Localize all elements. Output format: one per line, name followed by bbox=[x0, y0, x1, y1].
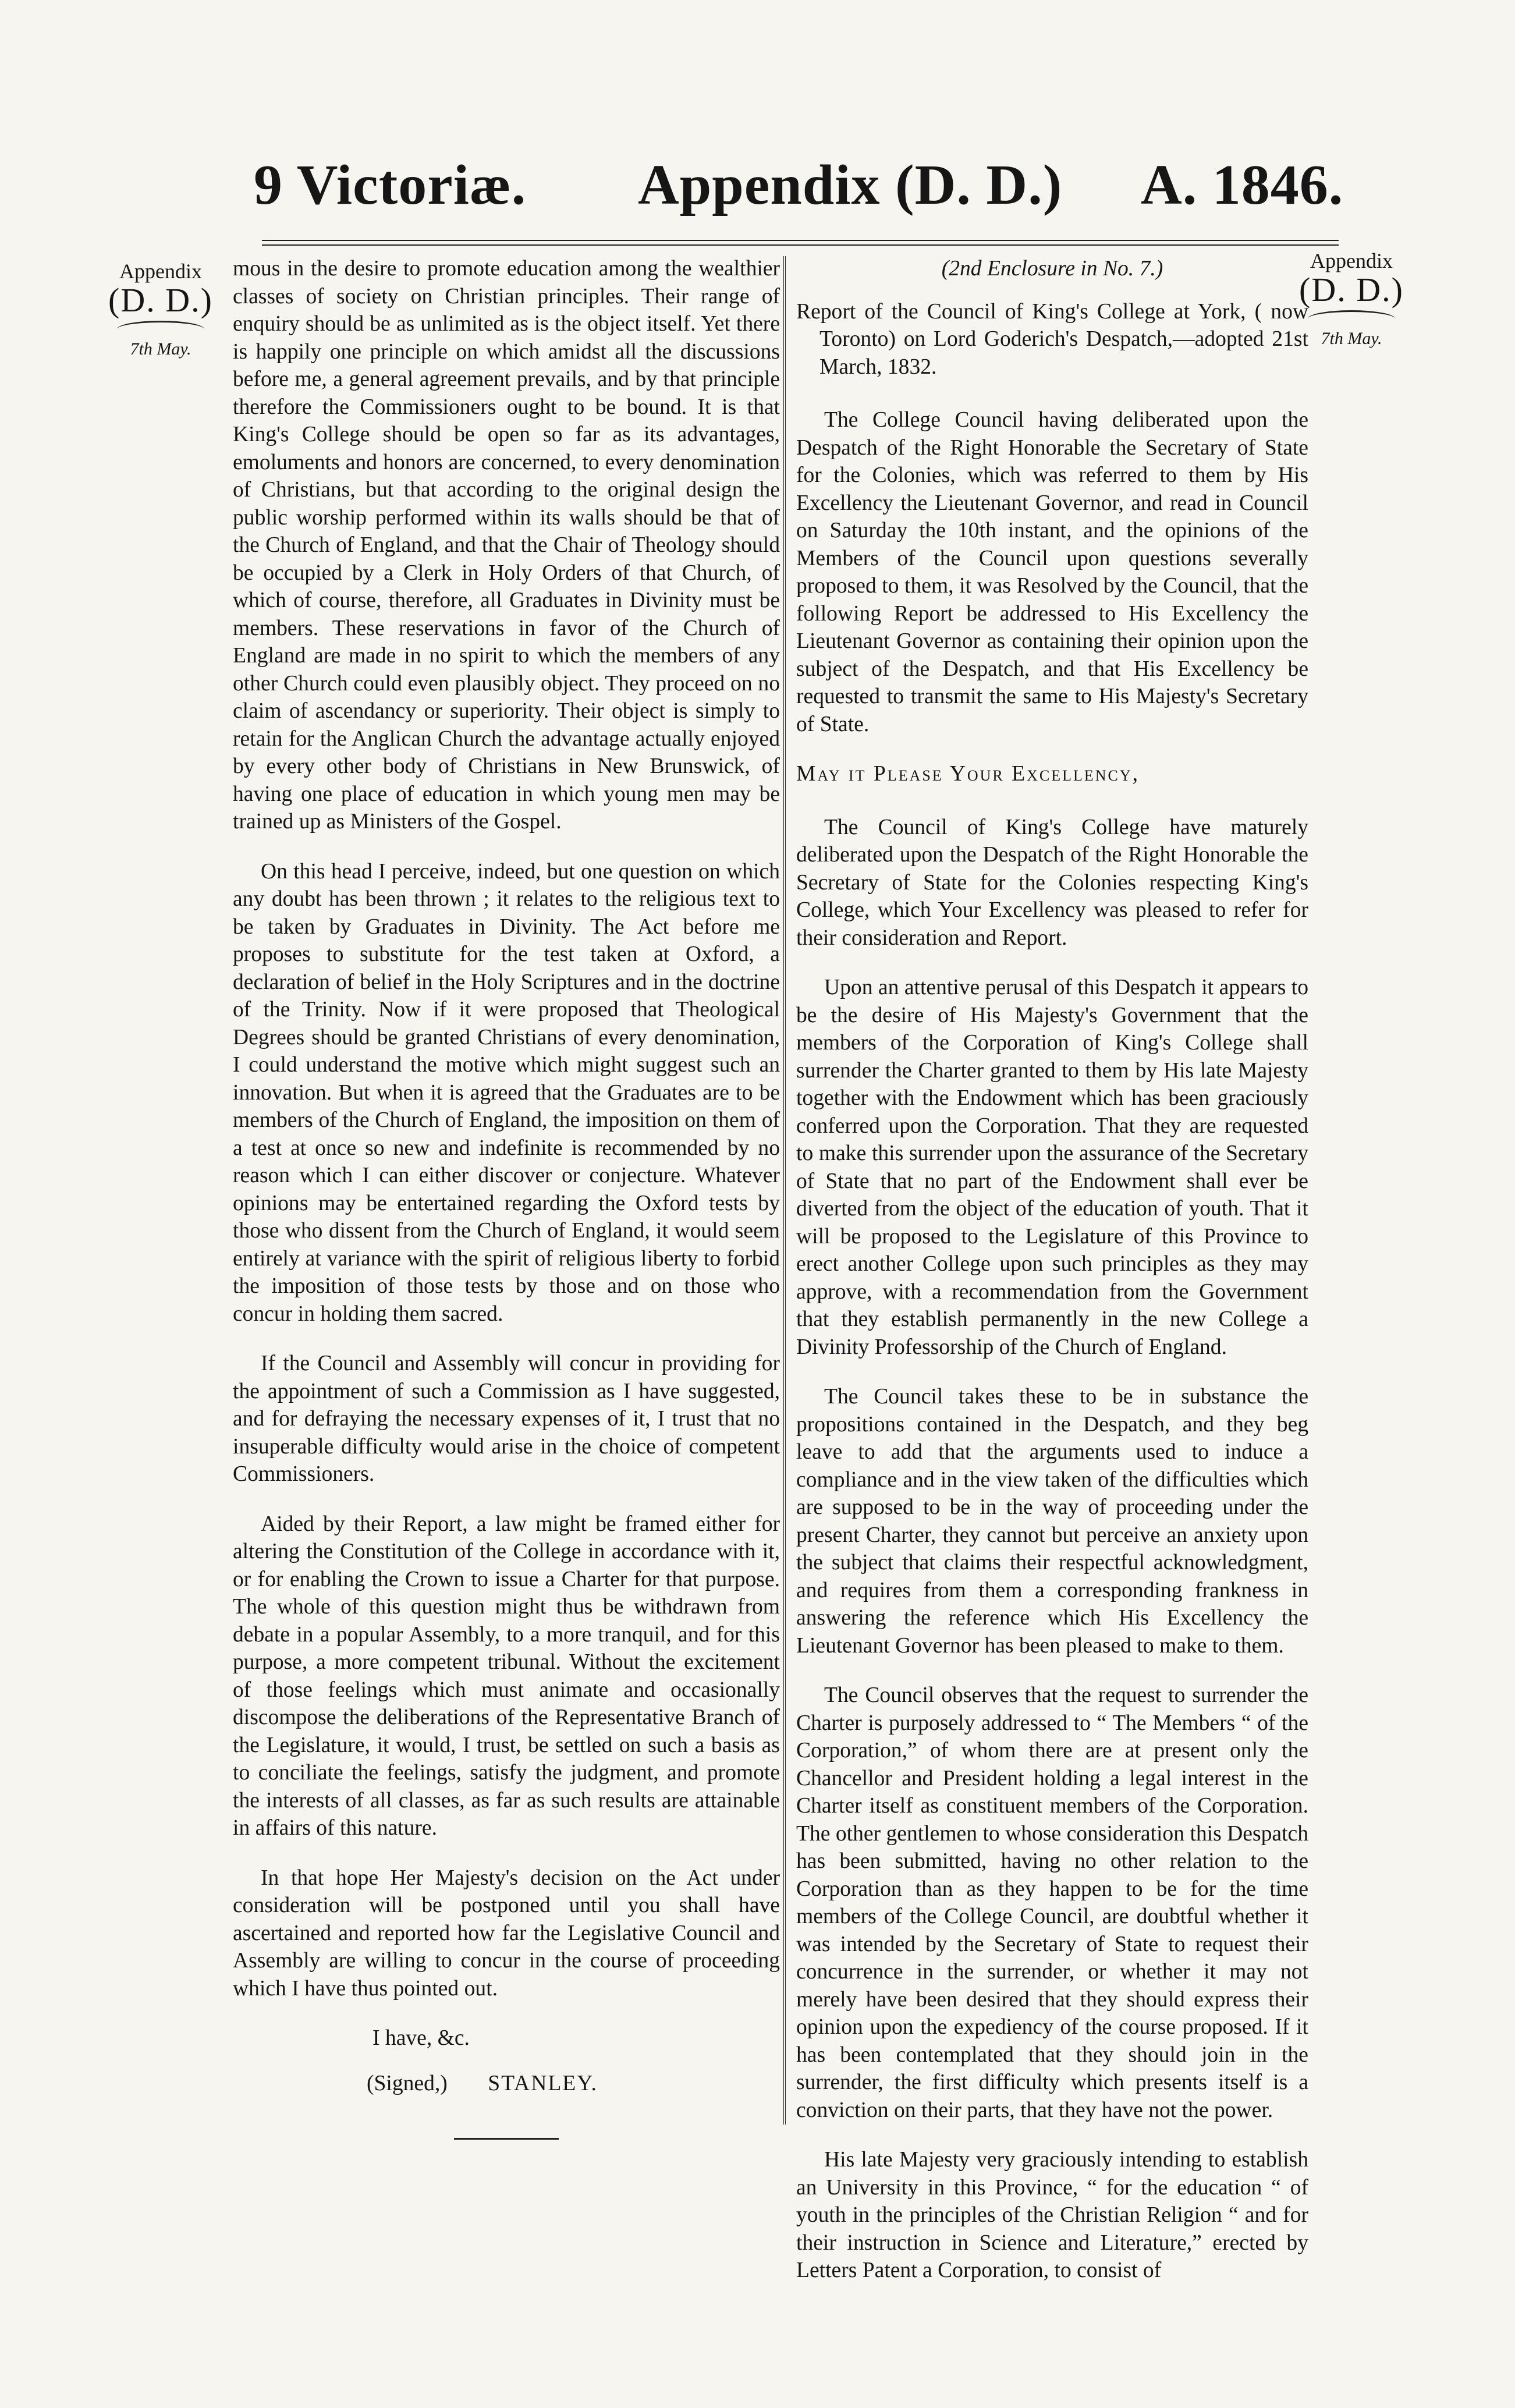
body-paragraph: The College Council having deliberated upon the Despatch of the Right Honorable the Secretary of State for the Colonies, which was referred to them by His Excellency the Lieutenant Governor, and read in Council on Saturday the 10th instant, and the opinions of the Members of the Council upon questions severally proposed to them, it was Resolved by the Council, that the following Report be addressed to His Excellency the Lieutenant Governor as containing their opinion upon the subject of the Despatch, and that His Excellency be requested to transmit the same to His Majesty's Secretary of State. bbox=[796, 408, 1308, 736]
signed-label: (Signed,) bbox=[367, 2071, 448, 2095]
body-paragraph: The Council of King's College have maturely deliberated upon the Despatch of the Right Honorable the Secretary of State for the Colonies respecting King's College, which Your Excellency was pleased to refer for their consideration and Report. bbox=[796, 815, 1308, 950]
margin-ref: (D. D.) bbox=[108, 281, 213, 319]
running-header bbox=[0, 150, 1515, 226]
header-year: A. 1846. bbox=[1141, 154, 1344, 217]
body-paragraph: If the Council and Assembly will concur in providing for the appointment of such a Commission as I have suggested, and for defraying the necessary expenses of it, I trust that no insuperable difficulty would arise in the choice of competent Commissioners. bbox=[233, 1352, 780, 1486]
margin-brace bbox=[117, 321, 204, 338]
margin-label: Appendix bbox=[119, 260, 202, 283]
report-title: Report of the Council of King's College at York, ( now Toronto) on Lord Goderich's Despatch,—adopted 21st March, 1832. bbox=[796, 299, 1308, 379]
body-paragraph: The Council observes that the request to surrender the Charter is purposely addressed to “ The Members “ of the Corporation,” of whom there are at present only the Chancellor and President holding a legal interest in the Charter itself as constituent members of the Corporation. The other gentlemen to whose consideration this Despatch has been submitted, having no other relation to the Corporation than as they happen to be for the time members of the College Council, are doubtful whether it was intended by the Secretary of State to request their concurrence in the surrender, or whether it may not merely have been desired that they should express their opinion upon the expediency of the course proposed. If it has been contemplated that they should join in the surrender, the first difficulty which presents itself is a conviction on their parts, that they have not the power. bbox=[796, 1683, 1308, 2122]
left-column bbox=[233, 255, 780, 2140]
letter-closing: I have, &c. bbox=[372, 2026, 470, 2050]
signer-name: STANLEY. bbox=[488, 2071, 598, 2095]
body-paragraph: On this head I perceive, indeed, but one question on which any doubt has been thrown ; it relates to the religious text to be taken by Graduates in Divinity. The Act before me proposes to substitute for the test taken at Oxford, a declaration of belief in the Holy Scriptures and in the doctrine of the Trinity. Now if it were proposed that Theological Degrees should be granted Christians of every denomination, I could understand the motive which might suggest such an innovation. But when it is agreed that the Graduates are to be members of the Church of England, the imposition on them of a test at once so new and indefinite is recommended by no reason which I can either discover or conjecture. Whatever opinions may be entertained regarding the Oxford tests by those who dissent from the Church of England, it would seem entirely at variance with the spirit of religious liberty to forbid the imposition of those tests by those and on those who concur in holding them sacred. bbox=[233, 859, 780, 1326]
right-column bbox=[796, 255, 1308, 2307]
margin-date: 7th May. bbox=[1321, 328, 1382, 348]
body-paragraph: Aided by their Report, a law might be framed either for altering the Constitution of the College in accordance with it, or for enabling the Crown to issue a Charter for that purpose. The whole of this question might thus be withdrawn from debate in a popular Assembly, to a more tranquil, and for this purpose, a more competent tribunal. Without the excitement of those feelings which must animate and occasionally discompose the deliberations of the Representative Branch of the Legislature, it would, I trust, be settled on such a basis as to conciliate the feelings, satisfy the judgment, and promote the interests of all classes, as far as such results are attainable in affairs of this nature. bbox=[233, 1512, 780, 1840]
column-divider bbox=[783, 256, 786, 2125]
header-rule bbox=[262, 240, 1339, 246]
right-margin-note bbox=[1293, 250, 1410, 347]
margin-date: 7th May. bbox=[130, 339, 191, 359]
salutation: May it Please Your Excellency, bbox=[796, 762, 1140, 786]
enclosure-heading: (2nd Enclosure in No. 7.) bbox=[941, 257, 1163, 281]
header-session: 9 Victoriæ. bbox=[254, 154, 527, 217]
header-appendix: Appendix (D. D.) bbox=[638, 154, 1063, 217]
closing-rule bbox=[454, 2138, 559, 2140]
body-paragraph: The Council takes these to be in substance the propositions contained in the Despatch, and they beg leave to add that the arguments used to induce a compliance and in the view taken of the difficulties which are supposed to be in the way of proceeding under the present Charter, they cannot but perceive an anxiety upon the subject that claims their respectful acknowledgment, and requires from them a corresponding frankness in answering the reference which His Excellency the Lieutenant Governor has been pleased to make to them. bbox=[796, 1385, 1308, 1658]
body-paragraph: mous in the desire to promote education among the wealthier classes of society on Christian principles. Their range of enquiry should be as unlimited as is the object itself. Yet there is happily one principle on which amidst all the discussions before me, a general agreement prevails, and by that principle therefore the Commissioners ought to be bound. It is that King's College should be open so far as its advantages, emoluments and honors are concerned, to every denomination of Christians, but that according to the original design the public worship performed within its walls should be that of the Church of England, and that the Chair of Theology should be occupied by a Clerk in Holy Orders of that Church, of which of course, therefore, all Graduates in Divinity must be members. These reservations in favor of the Church of England are made in no spirit to which the members of any other Church could even plausibly object. They proceed on no claim of ascendancy or superiority. Their object is simply to retain for the Anglican Church the advantage actually enjoyed by every other body of Christians in New Brunswick, of having one place of education in which young men may be trained up as Ministers of the Gospel. bbox=[233, 257, 780, 834]
signature-line bbox=[233, 2070, 780, 2098]
body-paragraph: In that hope Her Majesty's decision on the Act under consideration will be postponed until you shall have ascertained and reported how far the Legislative Council and Assembly are willing to concur in the course of proceeding which I have thus pointed out. bbox=[233, 1866, 780, 2001]
margin-brace bbox=[1308, 310, 1395, 327]
body-paragraph: His late Majesty very graciously intending to establish an University in this Province, “ for the education “ of youth in the principles of the Christian Religion “ and for their instruction in Science and Literature,” erected by Letters Patent a Corporation, to consist of bbox=[796, 2148, 1308, 2282]
left-margin-note bbox=[108, 261, 213, 358]
margin-label: Appendix bbox=[1310, 249, 1393, 272]
body-paragraph: Upon an attentive perusal of this Despatch it appears to be the desire of His Majesty's Government that the members of the Corporation of King's College shall surrender the Charter granted to them by His late Majesty together with the Endowment which has been graciously conferred upon the Corporation. That they are requested to make this surrender upon the assurance of the Secretary of State that no part of the Endowment shall ever be diverted from the object of the education of youth. That it will be proposed to the Legislature of this Province to erect another College upon such principles as they may approve, with a recommendation from the Government that they establish permanently in the new College a Divinity Professorship of the Church of England. bbox=[796, 976, 1308, 1359]
margin-ref: (D. D.) bbox=[1299, 270, 1404, 308]
